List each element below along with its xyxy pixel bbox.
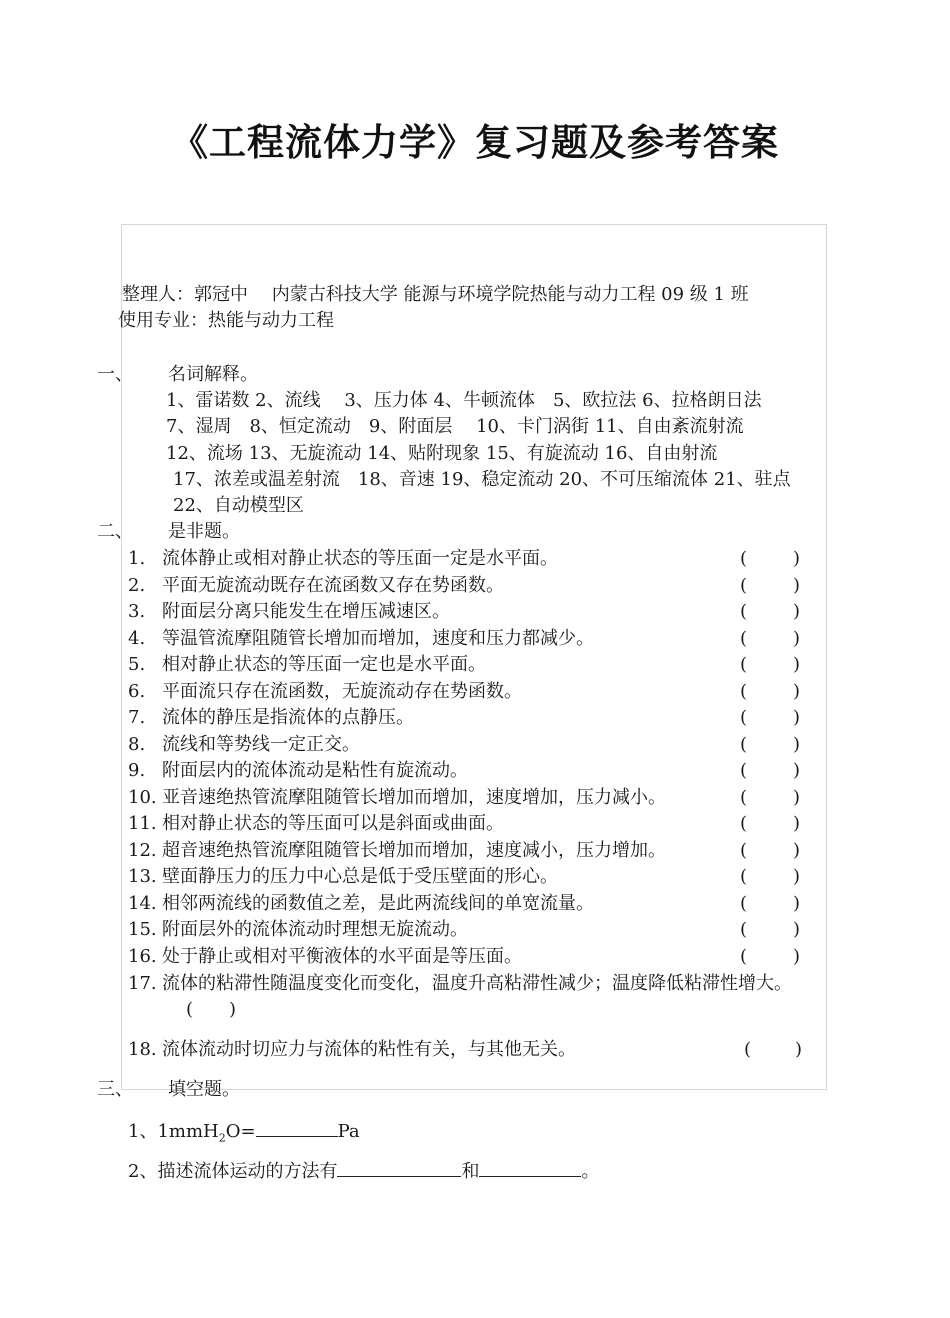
answer-parens xyxy=(740,945,800,969)
paren-open: ( xyxy=(186,999,194,1020)
question-number: 2. xyxy=(128,575,146,596)
paren-open: ( xyxy=(740,628,748,649)
section3-number: 三、 xyxy=(97,1079,133,1100)
term-row: 1、雷诺数 2、流线 3、压力体 4、牛顿流体 5、欧拉法 6、拉格朗日法 xyxy=(166,390,762,411)
paren-close: ) xyxy=(792,919,800,940)
paren-open: ( xyxy=(740,734,748,755)
paren-close: ) xyxy=(792,813,800,834)
question-number: 3. xyxy=(128,601,146,622)
question-text: 亚音速绝热管流摩阻随管长增加而增加，速度增加，压力减小。 xyxy=(162,787,666,808)
term-row: 7、湿周 8、恒定流动 9、附面层 10、卡门涡街 11、自由紊流射流 xyxy=(166,416,744,437)
question-number: 16. xyxy=(128,946,157,967)
question-text: 相对静止状态的等压面可以是斜面或曲面。 xyxy=(162,813,504,834)
question-number: 7. xyxy=(128,707,146,728)
answer-parens xyxy=(740,706,800,730)
question-number: 17. xyxy=(128,973,157,994)
paren-close: ) xyxy=(792,681,800,702)
answer-parens xyxy=(740,547,800,571)
question-text: 流体静止或相对静止状态的等压面一定是水平面。 xyxy=(162,548,558,569)
paren-close: ) xyxy=(792,893,800,914)
question-number: 15. xyxy=(128,919,157,940)
paren-open: ( xyxy=(740,548,748,569)
question-number: 12. xyxy=(128,840,157,861)
question-text: 相对静止状态的等压面一定也是水平面。 xyxy=(162,654,486,675)
paren-close: ) xyxy=(792,628,800,649)
paren-open: ( xyxy=(740,787,748,808)
page-title: 《工程流体力学》复习题及参考答案 xyxy=(171,121,779,164)
paren-close: ) xyxy=(792,840,800,861)
paren-open: ( xyxy=(740,919,748,940)
question-text: 相邻两流线的函数值之差，是此两流线间的单宽流量。 xyxy=(162,893,594,914)
answer-parens xyxy=(740,812,800,836)
paren-close: ) xyxy=(792,734,800,755)
answer-parens xyxy=(740,865,800,889)
question-text: 附面层分离只能发生在增压减速区。 xyxy=(162,601,450,622)
answer-parens xyxy=(740,574,800,598)
term-row: 12、流场 13、无旋流动 14、贴附现象 15、有旋流动 16、自由射流 xyxy=(166,443,718,464)
question-number: 13. xyxy=(128,866,157,887)
paren-open: ( xyxy=(740,681,748,702)
answer-parens xyxy=(740,600,800,624)
paren-close: ) xyxy=(792,946,800,967)
paren-close: ) xyxy=(792,707,800,728)
question-text: 流体流动时切应力与流体的粘性有关，与其他无关。 xyxy=(162,1039,576,1060)
question-number: 18. xyxy=(128,1039,157,1060)
paren-open: ( xyxy=(740,760,748,781)
paren-close: ) xyxy=(792,866,800,887)
paren-open: ( xyxy=(740,893,748,914)
question-text: 平面流只存在流函数，无旋流动存在势函数。 xyxy=(162,681,522,702)
question-text: 超音速绝热管流摩阻随管长增加而增加，速度减小，压力增加。 xyxy=(162,840,666,861)
answer-parens xyxy=(740,759,800,783)
section1-title: 名词解释。 xyxy=(168,364,258,385)
question-number: 14. xyxy=(128,893,157,914)
term-row: 17、浓差或温差射流 18、音速 19、稳定流动 20、不可压缩流体 21、驻点 xyxy=(173,469,791,490)
question-number: 11. xyxy=(128,813,157,834)
question-text: 流体的粘滞性随温度变化而变化，温度升高粘滞性减少；温度降低粘滞性增大。 xyxy=(162,973,792,994)
question-text: 等温管流摩阻随管长增加而增加，速度和压力都减少。 xyxy=(162,628,594,649)
term-row: 22、自动模型区 xyxy=(173,495,304,516)
answer-parens xyxy=(740,627,800,651)
question-number: 8. xyxy=(128,734,146,755)
paren-open: ( xyxy=(740,946,748,967)
paren-close: ) xyxy=(792,601,800,622)
paren-close: ) xyxy=(792,760,800,781)
answer-parens xyxy=(740,786,800,810)
paren-close: ) xyxy=(794,1039,802,1060)
fill-question-2: 2、描述流体运动的方法有 和 。 xyxy=(128,1158,599,1184)
answer-blank[interactable] xyxy=(479,1158,581,1177)
fill-question-1: 1、1mmH$_2$O= Pa xyxy=(128,1118,360,1151)
question-text: 附面层内的流体流动是粘性有旋流动。 xyxy=(162,760,468,781)
paren-open: ( xyxy=(740,654,748,675)
answer-blank[interactable] xyxy=(256,1118,338,1137)
answer-parens xyxy=(740,680,800,704)
paren-open: ( xyxy=(740,813,748,834)
question-text: 平面无旋流动既存在流函数又存在势函数。 xyxy=(162,575,504,596)
question-number: 4. xyxy=(128,628,146,649)
answer-parens xyxy=(744,1038,802,1062)
compiler-line: 整理人：郭冠中 内蒙古科技大学 能源与环境学院热能与动力工程 09 级 1 班 xyxy=(122,284,749,305)
paren-open: ( xyxy=(740,840,748,861)
answer-parens xyxy=(740,918,800,942)
paren-open: ( xyxy=(740,707,748,728)
answer-parens xyxy=(186,998,236,1022)
paren-open: ( xyxy=(740,575,748,596)
question-text: 附面层外的流体流动时理想无旋流动。 xyxy=(162,919,468,940)
question-number: 9. xyxy=(128,760,146,781)
answer-parens xyxy=(740,733,800,757)
answer-parens xyxy=(740,653,800,677)
section2-number: 二、 xyxy=(97,521,133,542)
major-line: 使用专业：热能与动力工程 xyxy=(118,310,334,331)
paren-open: ( xyxy=(744,1039,752,1060)
question-number: 5. xyxy=(128,654,146,675)
question-text: 处于静止或相对平衡液体的水平面是等压面。 xyxy=(162,946,522,967)
paren-close: ) xyxy=(792,575,800,596)
paren-close: ) xyxy=(792,548,800,569)
question-text: 壁面静压力的压力中心总是低于受压壁面的形心。 xyxy=(162,866,558,887)
section2-title: 是非题。 xyxy=(168,521,240,542)
question-number: 1. xyxy=(128,548,146,569)
answer-parens xyxy=(740,839,800,863)
answer-parens xyxy=(740,892,800,916)
paren-close: ) xyxy=(228,999,236,1020)
paren-open: ( xyxy=(740,866,748,887)
paren-open: ( xyxy=(740,601,748,622)
section1-number: 一、 xyxy=(97,364,133,385)
question-number: 6. xyxy=(128,681,146,702)
question-number: 10. xyxy=(128,787,157,808)
answer-blank[interactable] xyxy=(337,1158,461,1177)
paren-close: ) xyxy=(792,787,800,808)
section3-title: 填空题。 xyxy=(168,1079,240,1100)
question-text: 流体的静压是指流体的点静压。 xyxy=(162,707,414,728)
paren-close: ) xyxy=(792,654,800,675)
question-text: 流线和等势线一定正交。 xyxy=(162,734,360,755)
